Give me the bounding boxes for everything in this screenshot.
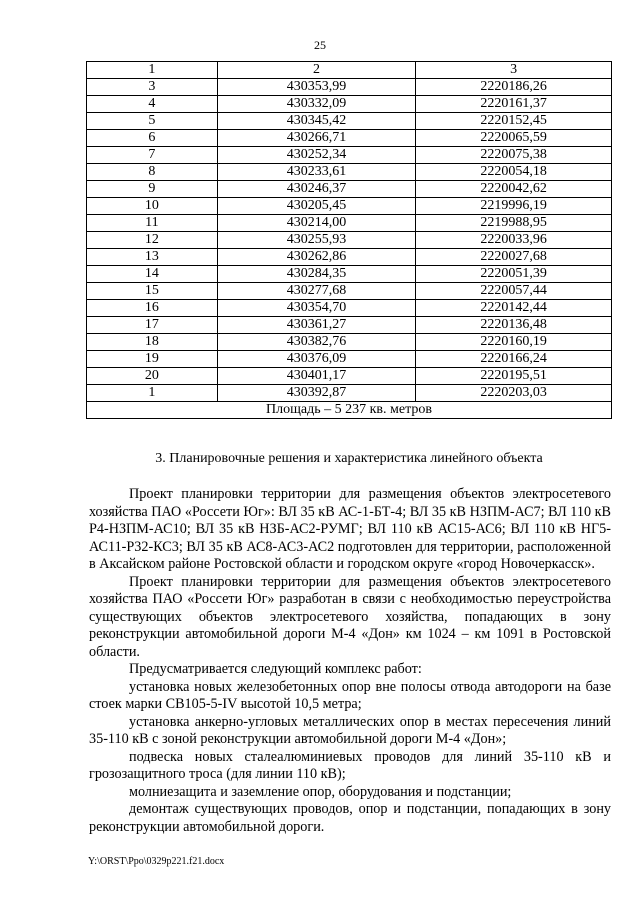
cell-y-coordinate: 2220057,44	[416, 283, 612, 300]
table-row	[87, 113, 612, 130]
section-title: 3. Планировочные решения и характеристика линейного объекта	[155, 451, 543, 466]
paragraph-project-reason: Проект планировки территории для размещения объектов электросетевого хозяйства ПАО «Россети Юг» разработан в связи с необходимостью переустройства существующих объектов электросетевого хозяйства, попадающих в зону реконструкции автомобильной дороги М-4 «Дон» км 1024 – км 1091 в Ростовской области.	[89, 573, 611, 660]
table-row	[87, 96, 612, 113]
table-header-row	[87, 62, 612, 79]
table-row	[87, 164, 612, 181]
cell-x-coordinate: 430382,76	[217, 334, 416, 351]
cell-y-coordinate: 2220152,45	[416, 113, 612, 130]
table-row	[87, 266, 612, 283]
cell-x-coordinate: 430252,34	[217, 147, 416, 164]
cell-y-coordinate: 2220065,59	[416, 130, 612, 147]
table-row	[87, 368, 612, 385]
cell-point-number: 1	[87, 385, 218, 402]
cell-point-number: 12	[87, 232, 218, 249]
cell-x-coordinate: 430205,45	[217, 198, 416, 215]
table-row	[87, 198, 612, 215]
cell-x-coordinate: 430376,09	[217, 351, 416, 368]
paragraph-works-heading: Предусматривается следующий комплекс работ:	[129, 661, 422, 677]
cell-x-coordinate: 430277,68	[217, 283, 416, 300]
cell-y-coordinate: 2220042,62	[416, 181, 612, 198]
cell-point-number: 17	[87, 317, 218, 334]
table-row	[87, 79, 612, 96]
cell-x-coordinate: 430214,00	[217, 215, 416, 232]
cell-y-coordinate: 2220166,24	[416, 351, 612, 368]
cell-x-coordinate: 430255,93	[217, 232, 416, 249]
cell-x-coordinate: 430345,42	[217, 113, 416, 130]
cell-point-number: 18	[87, 334, 218, 351]
cell-point-number: 7	[87, 147, 218, 164]
cell-x-coordinate: 430233,61	[217, 164, 416, 181]
header-cell-x: 2	[217, 62, 416, 79]
cell-x-coordinate: 430392,87	[217, 385, 416, 402]
cell-point-number: 11	[87, 215, 218, 232]
cell-point-number: 10	[87, 198, 218, 215]
table-row	[87, 351, 612, 368]
cell-y-coordinate: 2220161,37	[416, 96, 612, 113]
table-row	[87, 130, 612, 147]
cell-y-coordinate: 2220075,38	[416, 147, 612, 164]
cell-y-coordinate: 2220054,18	[416, 164, 612, 181]
table-row	[87, 385, 612, 402]
table-row	[87, 181, 612, 198]
table-row	[87, 317, 612, 334]
cell-x-coordinate: 430361,27	[217, 317, 416, 334]
table-row	[87, 300, 612, 317]
paragraph-work-item: демонтаж существующих проводов, опор и подстанции, попадающих в зону реконструкции автомобильной дороги.	[89, 801, 611, 835]
table-row	[87, 334, 612, 351]
cell-y-coordinate: 2220195,51	[416, 368, 612, 385]
paragraph-project-intro: Проект планировки территории для размещения объектов электросетевого хозяйства ПАО «Россети Юг»: ВЛ 35 кВ АС-1-БТ-4; ВЛ 35 кВ НЗПМ-АС7; ВЛ 110 кВ Р4-НЗПМ-АС10; ВЛ 35 кВ НЗБ-АС2-РУМГ; ВЛ 110 кВ АС15-АС6; ВЛ 110 кВ НГ5-АС11-Р32-КС3; ВЛ 35 кВ АС8-АС3-АС2 подготовлен для территории, расположенной в Аксайском районе Ростовской области и городском округе «город Новочеркасск».	[89, 486, 611, 572]
cell-x-coordinate: 430284,35	[217, 266, 416, 283]
paragraph-work-item: установка анкерно-угловых металлических опор в местах пересечения линий 35-110 кВ с зоной реконструкции автомобильной дороги М-4 «Дон»;	[89, 713, 611, 747]
cell-x-coordinate: 430266,71	[217, 130, 416, 147]
cell-y-coordinate: 2220051,39	[416, 266, 612, 283]
cell-point-number: 15	[87, 283, 218, 300]
paragraph-work-item: подвеска новых сталеалюминиевых проводов для линий 35-110 кВ и грозозащитного троса (для линии 110 кВ);	[89, 748, 611, 782]
cell-x-coordinate: 430262,86	[217, 249, 416, 266]
cell-x-coordinate: 430332,09	[217, 96, 416, 113]
cell-y-coordinate: 2220186,26	[416, 79, 612, 96]
body-text	[89, 486, 611, 836]
paragraph-work-item: молниезащита и заземление опор, оборудования и подстанции;	[129, 783, 512, 800]
cell-point-number: 13	[87, 249, 218, 266]
cell-point-number: 19	[87, 351, 218, 368]
cell-point-number: 3	[87, 79, 218, 96]
cell-x-coordinate: 430353,99	[217, 79, 416, 96]
area-total: Площадь – 5 237 кв. метров	[87, 402, 612, 419]
cell-y-coordinate: 2220160,19	[416, 334, 612, 351]
coordinates-table	[86, 61, 612, 419]
cell-y-coordinate: 2219996,19	[416, 198, 612, 215]
cell-y-coordinate: 2220203,03	[416, 385, 612, 402]
cell-y-coordinate: 2220136,48	[416, 317, 612, 334]
cell-point-number: 4	[87, 96, 218, 113]
cell-point-number: 9	[87, 181, 218, 198]
table-row	[87, 249, 612, 266]
table-row	[87, 215, 612, 232]
cell-point-number: 20	[87, 368, 218, 385]
cell-x-coordinate: 430354,70	[217, 300, 416, 317]
table-row	[87, 283, 612, 300]
paragraph-work-item: установка новых железобетонных опор вне полосы отвода автодороги на базе стоек марки СВ105-5-IV высотой 10,5 метра;	[89, 678, 611, 712]
table-area-row	[87, 402, 612, 419]
cell-point-number: 8	[87, 164, 218, 181]
cell-point-number: 14	[87, 266, 218, 283]
cell-y-coordinate: 2220142,44	[416, 300, 612, 317]
table-row	[87, 147, 612, 164]
cell-point-number: 16	[87, 300, 218, 317]
header-cell-y: 3	[416, 62, 612, 79]
page-number: 25	[314, 38, 326, 52]
cell-x-coordinate: 430401,17	[217, 368, 416, 385]
cell-y-coordinate: 2220027,68	[416, 249, 612, 266]
header-cell-point: 1	[87, 62, 218, 79]
cell-point-number: 6	[87, 130, 218, 147]
footer-file-path: Y:\ORST\Ppo\0329p221.f21.docx	[88, 856, 225, 867]
cell-y-coordinate: 2219988,95	[416, 215, 612, 232]
cell-point-number: 5	[87, 113, 218, 130]
table-row	[87, 232, 612, 249]
cell-y-coordinate: 2220033,96	[416, 232, 612, 249]
cell-x-coordinate: 430246,37	[217, 181, 416, 198]
